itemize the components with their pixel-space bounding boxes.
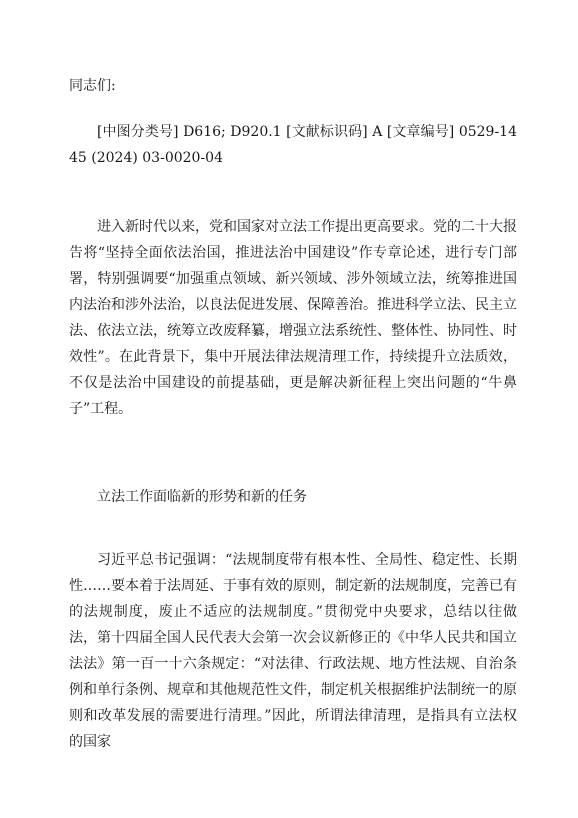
body-paragraph-1: 进入新时代以来，党和国家对立法工作提出更高要求。党的二十大报告将“坚持全面依法治国，推进法治中国建设”作专章论述，进行专门部署，特别强调要“加强重点领域、新兴领域、涉外领域立法，统筹推进国内法治和涉外法治，以良法促进发展、保障善治。推进科学立法、民主立法、依法立法，统筹立改废释纂，增强立法系统性、整体性、协同性、时效性”。在此背景下，集中开展法律法规清理工作，持续提升立法质效，不仅是法治中国建设的前提基础，更是解决新征程上突出问题的“牛鼻子”工程。 — [69, 219, 517, 417]
section-heading: 立法工作面临新的形势和新的任务 — [97, 489, 307, 505]
classification-codes: [中图分类号] D616; D920.1 [文献标识码] A [文章编号] 0529-1445 (2024) 03-0020-04 — [69, 124, 517, 166]
body-paragraph-2: 习近平总书记强调：“法规制度带有根本性、全局性、稳定性、长期性……要本着于法周延、于事有效的原则，制定新的法规制度，完善已有的法规制度，废止不适应的法规制度。”贯彻党中央要求，总结以往做法，第十四届全国人民代表大会第一次会议新修正的《中华人民共和国立法法》第一百一十六条规定：“对法律、行政法规、地方性法规、自治条例和单行条例、规章和其他规范性文件，制定机关根据维护法制统一的原则和改革发展的需要进行清理。”因此，所谓法律清理，是指具有立法权的国家 — [69, 552, 517, 750]
salutation: 同志们: — [69, 78, 116, 94]
